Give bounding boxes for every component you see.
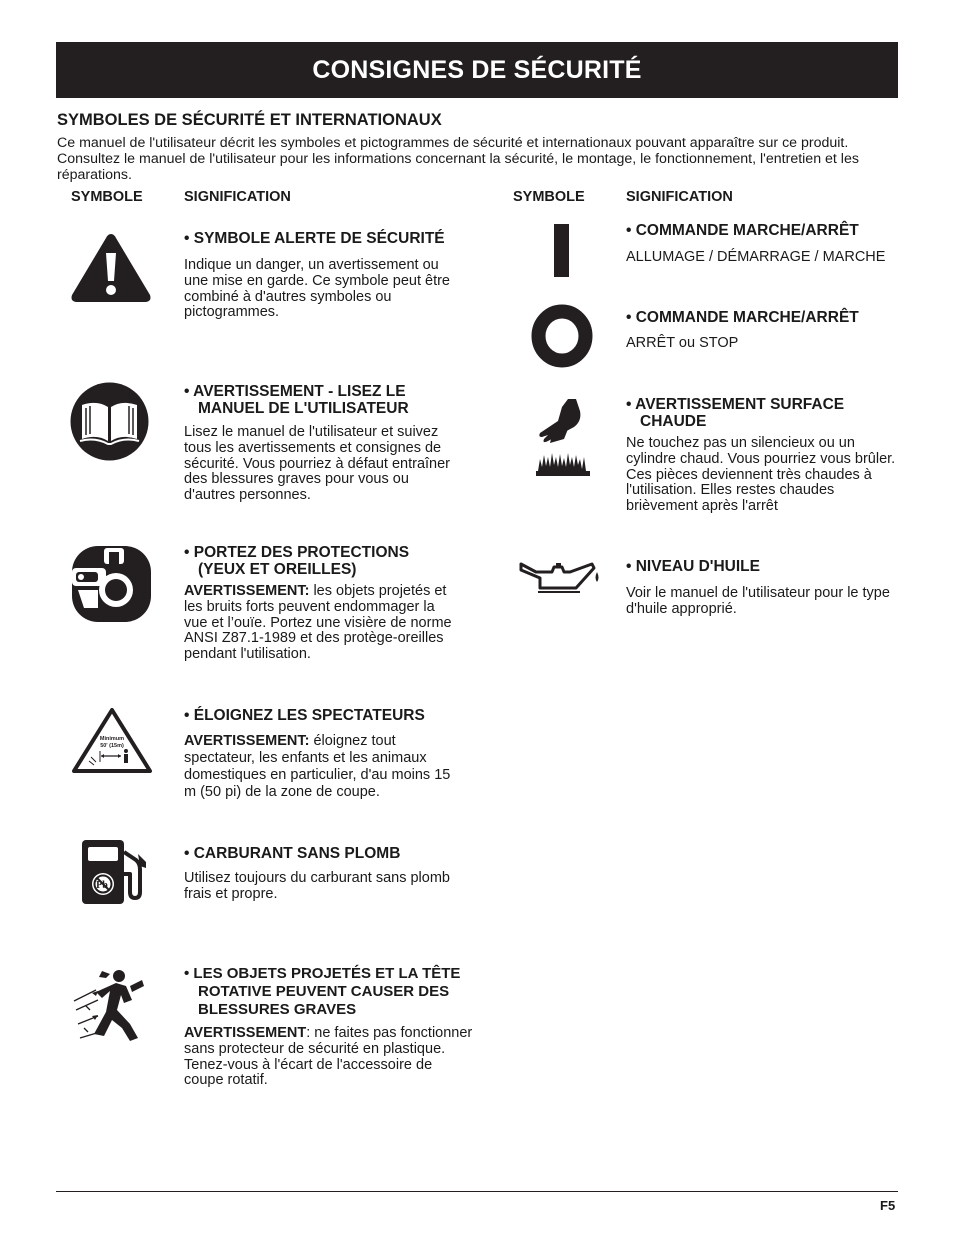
entry-unleaded-fuel [184, 845, 454, 903]
entry-description [184, 733, 464, 801]
entry-desc-bold: AVERTISSEMENT: [184, 733, 310, 749]
entry-title: • COMMANDE MARCHE/ARRÊT [626, 309, 859, 326]
footer-divider [56, 1191, 898, 1192]
entry-desc-text: Utilisez toujours du carburant sans plomb frais et propre. [184, 870, 450, 902]
entry-description [184, 425, 464, 504]
entry-desc-bold: AVERTISSEMENT [184, 1025, 307, 1041]
page-banner [56, 42, 898, 98]
entry-description [184, 258, 464, 321]
entry-description: ALLUMAGE / DÉMARRAGE / MARCHE [626, 249, 886, 265]
entry-desc-text: éloignez tout spectateur, les enfants et les animaux domestiques en particulier, d'au moins 15 m (50 pi) de la zone de coupe. [184, 733, 451, 800]
entry-safety-alert [184, 230, 464, 321]
bystanders-icon-text-2: 50' (15m) [100, 743, 124, 749]
bystanders-distance-icon [71, 707, 153, 774]
entry-desc-bold: AVERTISSEMENT: [184, 583, 310, 599]
entry-hot-surface [626, 396, 896, 515]
entry-title: • AVERTISSEMENT SURFACE CHAUDE [626, 396, 845, 430]
column-header-meaning-right: SIGNIFICATION [626, 189, 733, 205]
page-number: F5 [880, 1198, 896, 1213]
column-header-symbol-right: SYMBOLE [513, 189, 585, 205]
entry-title: • LES OBJETS PROJETÉS ET LA TÊTE ROTATIVE PEUVENT CAUSER DES BLESSURES GRAVES [184, 965, 461, 1018]
entry-desc-text: Indique un danger, un avertissement ou une mise en garde. Ce symbole peut être combiné à d'autres symboles ou pictogrammes. [184, 257, 450, 321]
svg-text:Pb: Pb [96, 880, 108, 891]
entry-title: • CARBURANT SANS PLOMB [184, 845, 401, 862]
entry-oil-level [626, 558, 896, 618]
entry-description: ARRÊT ou STOP [626, 335, 739, 351]
hot-surface-icon [534, 397, 592, 479]
entry-on-switch [626, 222, 906, 266]
entry-title: • SYMBOLE ALERTE DE SÉCURITÉ [184, 230, 445, 247]
off-switch-icon [530, 303, 594, 369]
entry-title: • PORTEZ DES PROTECTIONS (YEUX ET OREILLES) [184, 544, 410, 578]
intro-paragraph: Ce manuel de l'utilisateur décrit les symboles et pictogrammes de sécurité et internationaux pouvant apparaître sur ce produit. Consultez le manuel de l'utilisateur pour les informations concernant la sécurité, le montage, le fonctionnement, l'entretien et les réparations. [57, 135, 859, 183]
entry-description [184, 584, 454, 663]
on-switch-icon [552, 222, 572, 278]
read-manual-icon [69, 381, 150, 462]
entry-description [184, 871, 454, 903]
eye-ear-protection-icon [70, 544, 153, 624]
entry-title: • NIVEAU D'HUILE [626, 558, 760, 575]
entry-eye-ear-protection [184, 544, 454, 663]
page-title: CONSIGNES DE SÉCURITÉ [312, 55, 642, 84]
entry-title: • COMMANDE MARCHE/ARRÊT [626, 222, 859, 239]
thrown-objects-icon [72, 966, 154, 1048]
warning-triangle-icon [68, 231, 154, 305]
oil-level-icon [518, 558, 600, 598]
bystanders-icon-text-1: Minimum [99, 736, 125, 742]
entry-off-switch [626, 309, 906, 352]
entry-read-manual [184, 383, 464, 504]
entry-description: Voir le manuel de l'utilisateur pour le type d'huile approprié. [626, 585, 890, 617]
unleaded-fuel-icon [80, 838, 152, 906]
entry-description: Ne touchez pas un silencieux ou un cylindre chaud. Vous pourriez vous brûler. Ces pièces deviennent très chaudes à l'utilisation. Elles restes chaudes brièvement après l'arrêt [626, 435, 896, 515]
column-header-meaning-left: SIGNIFICATION [184, 189, 291, 205]
entry-desc-text: : ne faites pas fonctionner sans protecteur de sécurité en plastique. Tenez-vous à l'écart de l'accessoire de coupe rotatif. [184, 1025, 473, 1089]
entry-title: • AVERTISSEMENT - LISEZ LE MANUEL DE L'UTILISATEUR [184, 383, 409, 417]
entry-title: • ÉLOIGNEZ LES SPECTATEURS [184, 707, 425, 724]
entry-desc-text: Lisez le manuel de l'utilisateur et suivez tous les avertissements et consignes de sécurité. Vous pourriez à défaut entraîner des blessures graves pour vous ou d'autres personnes. [184, 424, 450, 504]
column-header-symbol-left: SYMBOLE [71, 189, 143, 205]
section-title: SYMBOLES DE SÉCURITÉ ET INTERNATIONAUX [57, 111, 442, 129]
entry-desc-text: les objets projetés et les bruits forts peuvent endommager la vue et l’ouïe. Portez une visière de norme ANSI Z87.1-1989 et des protège-oreilles pendant l'utilisation. [184, 583, 452, 663]
entry-description [184, 1026, 474, 1089]
entry-bystanders [184, 707, 464, 801]
entry-thrown-objects [184, 965, 474, 1089]
